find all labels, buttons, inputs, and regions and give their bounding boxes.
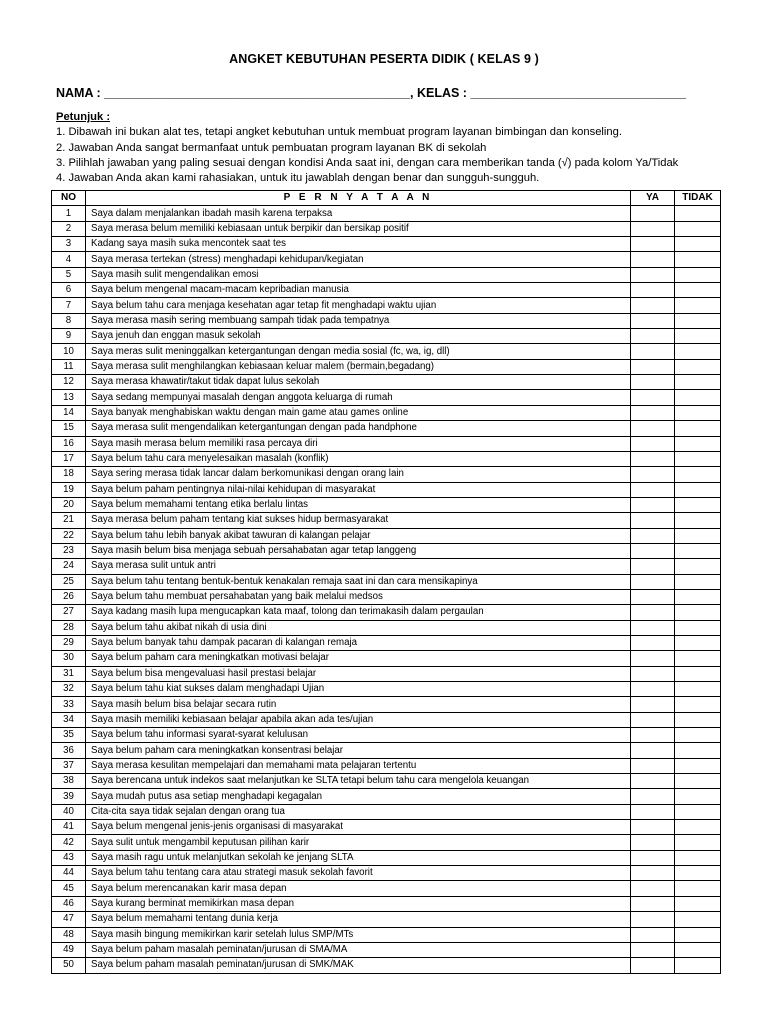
tidak-checkbox-cell[interactable] (675, 866, 721, 881)
ya-checkbox-cell[interactable] (631, 789, 675, 804)
table-row (52, 850, 721, 865)
statement-text: Saya belum paham masalah peminatan/jurusan di SMK/MAK (86, 958, 631, 973)
statement-text: Saya merasa masih sering membuang sampah tidak pada tempatnya (86, 313, 631, 328)
ya-checkbox-cell[interactable] (631, 344, 675, 359)
row-number: 13 (52, 390, 86, 405)
tidak-checkbox-cell[interactable] (675, 344, 721, 359)
table-row (52, 221, 721, 236)
instruction-line: 1. Dibawah ini bukan alat tes, tetapi angket kebutuhan untuk membuat program layanan bimbingan dan konseling. (56, 126, 622, 139)
row-number: 20 (52, 497, 86, 512)
ya-checkbox-cell[interactable] (631, 758, 675, 773)
tidak-checkbox-cell[interactable] (675, 758, 721, 773)
tidak-checkbox-cell[interactable] (675, 620, 721, 635)
ya-checkbox-cell[interactable] (631, 728, 675, 743)
header-statement: P E R N Y A T A A N (86, 191, 631, 206)
table-row (52, 728, 721, 743)
statement-text: Saya belum tahu informasi syarat-syarat kelulusan (86, 728, 631, 743)
table-row (52, 329, 721, 344)
statement-text: Saya masih merasa belum memiliki rasa percaya diri (86, 436, 631, 451)
statement-text: Saya belum mengenal macam-macam kepribadian manusia (86, 283, 631, 298)
tidak-checkbox-cell[interactable] (675, 697, 721, 712)
tidak-checkbox-cell[interactable] (675, 283, 721, 298)
row-number: 23 (52, 543, 86, 558)
table-row (52, 574, 721, 589)
row-number: 19 (52, 482, 86, 497)
statement-text: Saya belum tahu cara menyelesaikan masalah (konflik) (86, 451, 631, 466)
instruction-line: 4. Jawaban Anda akan kami rahasiakan, untuk itu jawablah dengan benar dan sungguh-sungguh. (56, 172, 540, 185)
statement-text: Saya belum merencanakan karir masa depan (86, 881, 631, 896)
row-number: 9 (52, 329, 86, 344)
tidak-checkbox-cell[interactable] (675, 543, 721, 558)
table-row (52, 651, 721, 666)
statement-text: Saya banyak menghabiskan waktu dengan main game atau games online (86, 405, 631, 420)
table-row (52, 528, 721, 543)
tidak-checkbox-cell[interactable] (675, 421, 721, 436)
table-row (52, 390, 721, 405)
row-number: 24 (52, 559, 86, 574)
table-row (52, 451, 721, 466)
tidak-checkbox-cell[interactable] (675, 221, 721, 236)
ya-checkbox-cell[interactable] (631, 436, 675, 451)
tidak-checkbox-cell[interactable] (675, 651, 721, 666)
statement-text: Saya masih bingung memikirkan karir setelah lulus SMP/MTs (86, 927, 631, 942)
table-row (52, 252, 721, 267)
ya-checkbox-cell[interactable] (631, 912, 675, 927)
row-number: 46 (52, 896, 86, 911)
statement-text: Saya meras sulit meninggalkan ketergantungan dengan media sosial (fc, wa, ig, dll) (86, 344, 631, 359)
document-title: ANGKET KEBUTUHAN PESERTA DIDIK ( KELAS 9 ) (229, 52, 539, 66)
table-row (52, 666, 721, 681)
row-number: 12 (52, 375, 86, 390)
ya-checkbox-cell[interactable] (631, 635, 675, 650)
statement-text: Kadang saya masih suka mencontek saat tes (86, 237, 631, 252)
row-number: 31 (52, 666, 86, 681)
table-row (52, 820, 721, 835)
statement-text: Saya belum tahu tentang cara atau strategi masuk sekolah favorit (86, 866, 631, 881)
ya-checkbox-cell[interactable] (631, 390, 675, 405)
ya-checkbox-cell[interactable] (631, 267, 675, 282)
row-number: 1 (52, 206, 86, 221)
tidak-checkbox-cell[interactable] (675, 820, 721, 835)
ya-checkbox-cell[interactable] (631, 221, 675, 236)
tidak-checkbox-cell[interactable] (675, 835, 721, 850)
table-row (52, 421, 721, 436)
table-body (52, 206, 721, 973)
row-number: 11 (52, 359, 86, 374)
statement-text: Saya belum tahu kiat sukses dalam menghadapi Ujian (86, 682, 631, 697)
tidak-checkbox-cell[interactable] (675, 774, 721, 789)
row-number: 50 (52, 958, 86, 973)
ya-checkbox-cell[interactable] (631, 835, 675, 850)
ya-checkbox-cell[interactable] (631, 375, 675, 390)
row-number: 37 (52, 758, 86, 773)
tidak-checkbox-cell[interactable] (675, 267, 721, 282)
row-number: 41 (52, 820, 86, 835)
ya-checkbox-cell[interactable] (631, 252, 675, 267)
table-header-row (52, 191, 721, 206)
table-row (52, 896, 721, 911)
tidak-checkbox-cell[interactable] (675, 329, 721, 344)
row-number: 33 (52, 697, 86, 712)
ya-checkbox-cell[interactable] (631, 804, 675, 819)
row-number: 40 (52, 804, 86, 819)
ya-checkbox-cell[interactable] (631, 896, 675, 911)
row-number: 4 (52, 252, 86, 267)
tidak-checkbox-cell[interactable] (675, 405, 721, 420)
table-row (52, 359, 721, 374)
ya-checkbox-cell[interactable] (631, 405, 675, 420)
row-number: 44 (52, 866, 86, 881)
statement-text: Saya jenuh dan enggan masuk sekolah (86, 329, 631, 344)
table-row (52, 283, 721, 298)
row-number: 34 (52, 712, 86, 727)
statement-text: Saya belum banyak tahu dampak pacaran di kalangan remaja (86, 635, 631, 650)
tidak-checkbox-cell[interactable] (675, 451, 721, 466)
statement-text: Saya masih memiliki kebiasaan belajar apabila akan ada tes/ujian (86, 712, 631, 727)
tidak-checkbox-cell[interactable] (675, 528, 721, 543)
table-row (52, 774, 721, 789)
table-row (52, 835, 721, 850)
statement-text: Saya merasa belum memiliki kebiasaan untuk berpikir dan bersikap positif (86, 221, 631, 236)
row-number: 29 (52, 635, 86, 650)
ya-checkbox-cell[interactable] (631, 482, 675, 497)
statement-text: Saya merasa belum paham tentang kiat sukses hidup bermasyarakat (86, 513, 631, 528)
table-row (52, 912, 721, 927)
row-number: 5 (52, 267, 86, 282)
row-number: 22 (52, 528, 86, 543)
tidak-checkbox-cell[interactable] (675, 666, 721, 681)
tidak-checkbox-cell[interactable] (675, 804, 721, 819)
statement-text: Saya masih sulit mengendalikan emosi (86, 267, 631, 282)
tidak-checkbox-cell[interactable] (675, 513, 721, 528)
ya-checkbox-cell[interactable] (631, 528, 675, 543)
tidak-checkbox-cell[interactable] (675, 436, 721, 451)
row-number: 2 (52, 221, 86, 236)
table-row (52, 267, 721, 282)
tidak-checkbox-cell[interactable] (675, 467, 721, 482)
tidak-checkbox-cell[interactable] (675, 605, 721, 620)
table-row (52, 375, 721, 390)
statement-text: Saya merasa tertekan (stress) menghadapi kehidupan/kegiatan (86, 252, 631, 267)
table-row (52, 436, 721, 451)
tidak-checkbox-cell[interactable] (675, 574, 721, 589)
table-row (52, 206, 721, 221)
table-row (52, 482, 721, 497)
statement-text: Saya belum paham masalah peminatan/jurusan di SMA/MA (86, 942, 631, 957)
table-row (52, 589, 721, 604)
statement-text: Saya masih belum bisa menjaga sebuah persahabatan agar tetap langgeng (86, 543, 631, 558)
statement-text: Saya masih belum bisa belajar secara rutin (86, 697, 631, 712)
table-row (52, 635, 721, 650)
tidak-checkbox-cell[interactable] (675, 881, 721, 896)
statement-text: Saya belum tahu cara menjaga kesehatan agar tetap fit menghadapi waktu ujian (86, 298, 631, 313)
ya-checkbox-cell[interactable] (631, 513, 675, 528)
statement-text: Saya belum mengenal jenis-jenis organisasi di masyarakat (86, 820, 631, 835)
name-class-line: NAMA : ____________________________________________, KELAS : _______________________________ (56, 86, 686, 100)
row-number: 27 (52, 605, 86, 620)
statement-text: Saya merasa khawatir/takut tidak dapat lulus sekolah (86, 375, 631, 390)
statement-text: Saya belum paham pentingnya nilai-nilai kehidupan di masyarakat (86, 482, 631, 497)
questionnaire-table (51, 190, 721, 974)
statement-text: Saya belum tahu membuat persahabatan yang baik melalui medsos (86, 589, 631, 604)
row-number: 45 (52, 881, 86, 896)
statement-text: Saya belum memahami tentang dunia kerja (86, 912, 631, 927)
ya-checkbox-cell[interactable] (631, 359, 675, 374)
header-no: NO (52, 191, 86, 206)
table-row (52, 467, 721, 482)
table-row (52, 543, 721, 558)
table-row (52, 298, 721, 313)
statement-text: Saya belum tahu tentang bentuk-bentuk kenakalan remaja saat ini dan cara mensikapinya (86, 574, 631, 589)
tidak-checkbox-cell[interactable] (675, 390, 721, 405)
tidak-checkbox-cell[interactable] (675, 482, 721, 497)
tidak-checkbox-cell[interactable] (675, 927, 721, 942)
ya-checkbox-cell[interactable] (631, 421, 675, 436)
statement-text: Saya dalam menjalankan ibadah masih karena terpaksa (86, 206, 631, 221)
ya-checkbox-cell[interactable] (631, 774, 675, 789)
statement-text: Saya belum tahu akibat nikah di usia dini (86, 620, 631, 635)
table-row (52, 405, 721, 420)
header-tidak: TIDAK (675, 191, 721, 206)
row-number: 42 (52, 835, 86, 850)
statement-text: Saya merasa sulit mengendalikan ketergantungan dengan pada handphone (86, 421, 631, 436)
ya-checkbox-cell[interactable] (631, 559, 675, 574)
statement-text: Saya sering merasa tidak lancar dalam berkomunikasi dengan orang lain (86, 467, 631, 482)
ya-checkbox-cell[interactable] (631, 881, 675, 896)
ya-checkbox-cell[interactable] (631, 820, 675, 835)
table-row (52, 313, 721, 328)
statement-text: Saya mudah putus asa setiap menghadapi kegagalan (86, 789, 631, 804)
table-row (52, 866, 721, 881)
statement-text: Saya kurang berminat memikirkan masa depan (86, 896, 631, 911)
row-number: 8 (52, 313, 86, 328)
ya-checkbox-cell[interactable] (631, 329, 675, 344)
table-row (52, 344, 721, 359)
row-number: 38 (52, 774, 86, 789)
statement-text: Saya sedang mempunyai masalah dengan anggota keluarga di rumah (86, 390, 631, 405)
tidak-checkbox-cell[interactable] (675, 237, 721, 252)
tidak-checkbox-cell[interactable] (675, 896, 721, 911)
ya-checkbox-cell[interactable] (631, 712, 675, 727)
statement-text: Saya merasa kesulitan mempelajari dan memahami mata pelajaran tertentu (86, 758, 631, 773)
table-row (52, 804, 721, 819)
row-number: 49 (52, 942, 86, 957)
row-number: 25 (52, 574, 86, 589)
ya-checkbox-cell[interactable] (631, 543, 675, 558)
row-number: 7 (52, 298, 86, 313)
tidak-checkbox-cell[interactable] (675, 712, 721, 727)
statement-text: Saya belum bisa mengevaluasi hasil prestasi belajar (86, 666, 631, 681)
statement-text: Saya berencana untuk indekos saat melanjutkan ke SLTA tetapi belum tahu cara mengelola keuangan (86, 774, 631, 789)
tidak-checkbox-cell[interactable] (675, 682, 721, 697)
table-row (52, 881, 721, 896)
table-row (52, 758, 721, 773)
table-row (52, 682, 721, 697)
table-row (52, 559, 721, 574)
row-number: 3 (52, 237, 86, 252)
statement-text: Saya belum paham cara meningkatkan konsentrasi belajar (86, 743, 631, 758)
row-number: 43 (52, 850, 86, 865)
row-number: 15 (52, 421, 86, 436)
ya-checkbox-cell[interactable] (631, 605, 675, 620)
row-number: 21 (52, 513, 86, 528)
table-row (52, 513, 721, 528)
instructions (56, 110, 736, 186)
ya-checkbox-cell[interactable] (631, 666, 675, 681)
tidak-checkbox-cell[interactable] (675, 728, 721, 743)
table-row (52, 620, 721, 635)
row-number: 47 (52, 912, 86, 927)
ya-checkbox-cell[interactable] (631, 237, 675, 252)
table-row (52, 958, 721, 973)
tidak-checkbox-cell[interactable] (675, 789, 721, 804)
tidak-checkbox-cell[interactable] (675, 375, 721, 390)
tidak-checkbox-cell[interactable] (675, 252, 721, 267)
ya-checkbox-cell[interactable] (631, 283, 675, 298)
row-number: 14 (52, 405, 86, 420)
ya-checkbox-cell[interactable] (631, 866, 675, 881)
tidak-checkbox-cell[interactable] (675, 743, 721, 758)
ya-checkbox-cell[interactable] (631, 850, 675, 865)
statement-text: Saya masih ragu untuk melanjutkan sekolah ke jenjang SLTA (86, 850, 631, 865)
row-number: 32 (52, 682, 86, 697)
table-row (52, 789, 721, 804)
table-row (52, 743, 721, 758)
tidak-checkbox-cell[interactable] (675, 635, 721, 650)
ya-checkbox-cell[interactable] (631, 313, 675, 328)
ya-checkbox-cell[interactable] (631, 682, 675, 697)
ya-checkbox-cell[interactable] (631, 651, 675, 666)
table-row (52, 697, 721, 712)
header-ya: YA (631, 191, 675, 206)
row-number: 35 (52, 728, 86, 743)
ya-checkbox-cell[interactable] (631, 927, 675, 942)
ya-checkbox-cell[interactable] (631, 497, 675, 512)
table-row (52, 942, 721, 957)
table-row (52, 712, 721, 727)
tidak-checkbox-cell[interactable] (675, 912, 721, 927)
tidak-checkbox-cell[interactable] (675, 559, 721, 574)
row-number: 26 (52, 589, 86, 604)
row-number: 39 (52, 789, 86, 804)
tidak-checkbox-cell[interactable] (675, 850, 721, 865)
statement-text: Cita-cita saya tidak sejalan dengan orang tua (86, 804, 631, 819)
ya-checkbox-cell[interactable] (631, 298, 675, 313)
tidak-checkbox-cell[interactable] (675, 589, 721, 604)
tidak-checkbox-cell[interactable] (675, 359, 721, 374)
tidak-checkbox-cell[interactable] (675, 942, 721, 957)
ya-checkbox-cell[interactable] (631, 589, 675, 604)
instruction-line: 2. Jawaban Anda sangat bermanfaat untuk pembuatan program layanan BK di sekolah (56, 141, 487, 154)
row-number: 28 (52, 620, 86, 635)
row-number: 18 (52, 467, 86, 482)
tidak-checkbox-cell[interactable] (675, 298, 721, 313)
statement-text: Saya sulit untuk mengambil keputusan pilihan karir (86, 835, 631, 850)
statement-text: Saya belum tahu lebih banyak akibat tawuran di kalangan pelajar (86, 528, 631, 543)
table-row (52, 605, 721, 620)
statement-text: Saya merasa sulit untuk antri (86, 559, 631, 574)
ya-checkbox-cell[interactable] (631, 743, 675, 758)
statement-text: Saya merasa sulit menghilangkan kebiasaan keluar malem (bermain,begadang) (86, 359, 631, 374)
row-number: 16 (52, 436, 86, 451)
row-number: 48 (52, 927, 86, 942)
table-row (52, 927, 721, 942)
table-row (52, 237, 721, 252)
statement-text: Saya kadang masih lupa mengucapkan kata maaf, tolong dan terimakasih dalam pergaulan (86, 605, 631, 620)
table-row (52, 497, 721, 512)
tidak-checkbox-cell[interactable] (675, 958, 721, 973)
ya-checkbox-cell[interactable] (631, 206, 675, 221)
ya-checkbox-cell[interactable] (631, 574, 675, 589)
instructions-heading: Petunjuk : (56, 111, 111, 123)
tidak-checkbox-cell[interactable] (675, 497, 721, 512)
ya-checkbox-cell[interactable] (631, 620, 675, 635)
ya-checkbox-cell[interactable] (631, 942, 675, 957)
tidak-checkbox-cell[interactable] (675, 206, 721, 221)
row-number: 10 (52, 344, 86, 359)
instruction-line: 3. Pilihlah jawaban yang paling sesuai dengan kondisi Anda saat ini, dengan cara memberikan tanda (√) pada kolom Ya/Tidak (56, 156, 679, 169)
row-number: 6 (52, 283, 86, 298)
tidak-checkbox-cell[interactable] (675, 313, 721, 328)
ya-checkbox-cell[interactable] (631, 451, 675, 466)
ya-checkbox-cell[interactable] (631, 958, 675, 973)
ya-checkbox-cell[interactable] (631, 697, 675, 712)
statement-text: Saya belum memahami tentang etika berlalu lintas (86, 497, 631, 512)
row-number: 30 (52, 651, 86, 666)
row-number: 17 (52, 451, 86, 466)
row-number: 36 (52, 743, 86, 758)
statement-text: Saya belum paham cara meningkatkan motivasi belajar (86, 651, 631, 666)
ya-checkbox-cell[interactable] (631, 467, 675, 482)
